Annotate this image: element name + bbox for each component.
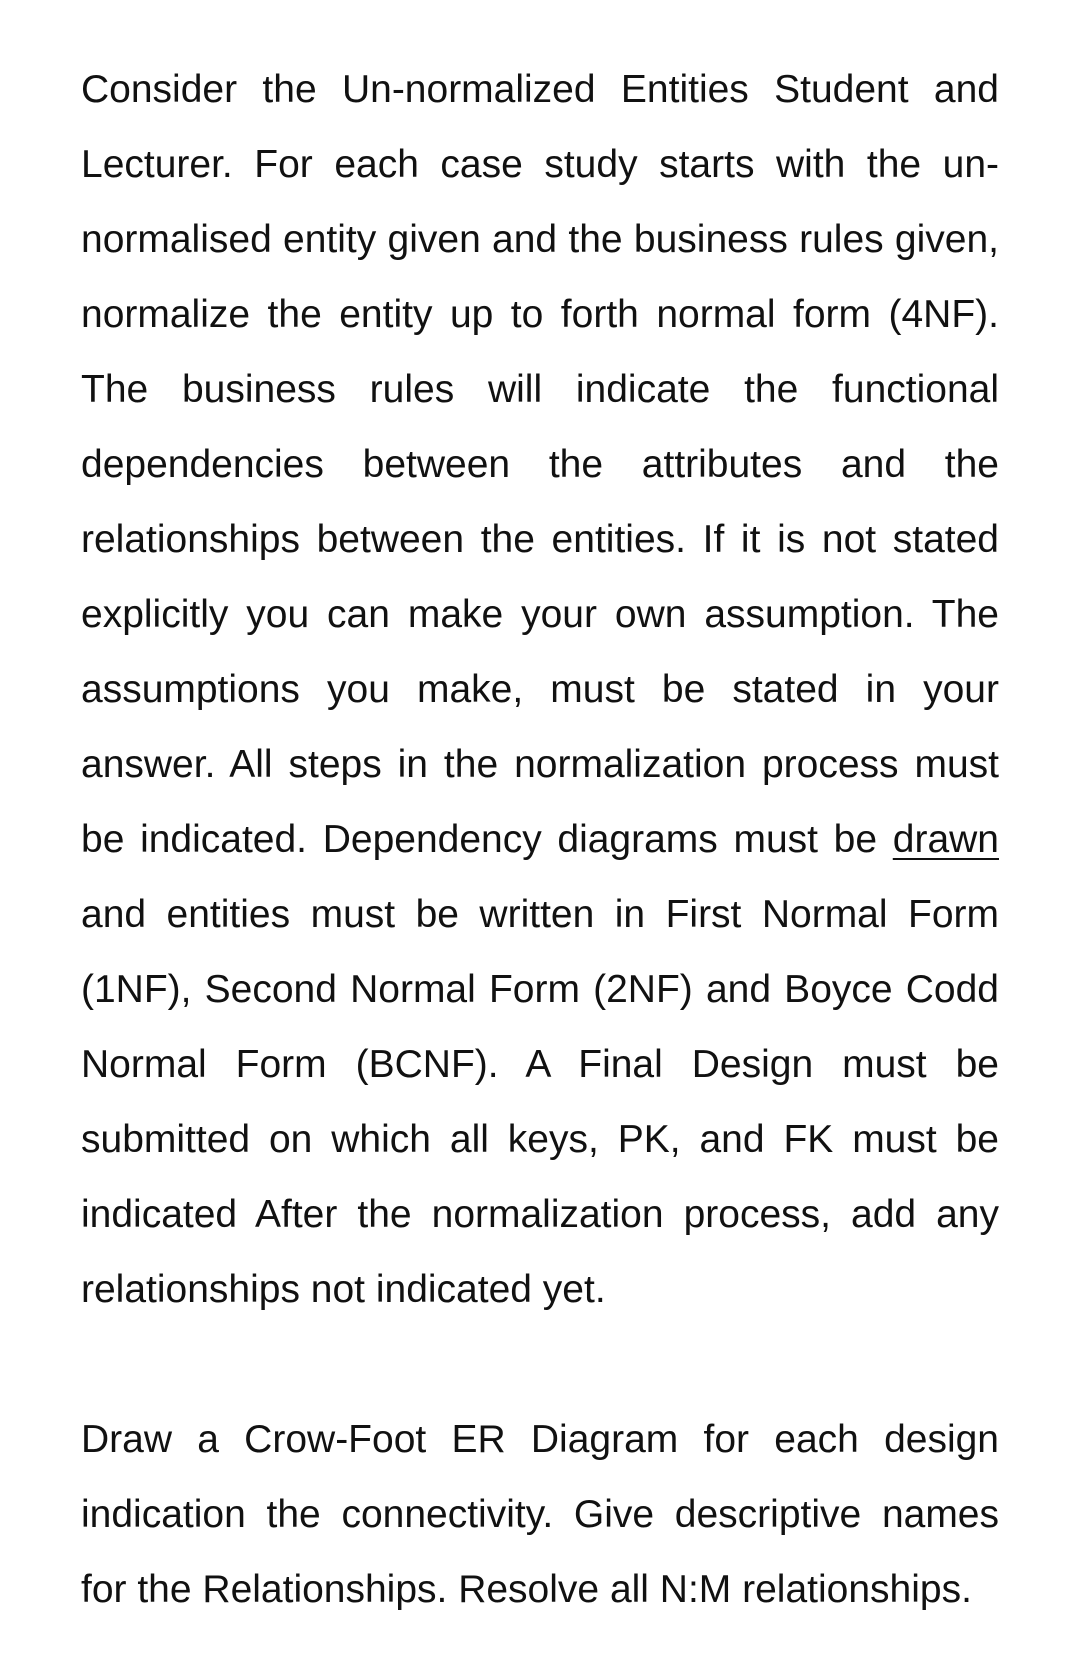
instructions-text-part2: and entities must be written in First Normal Form (1NF), Second Normal Form (2NF) and Boyce Codd Normal Form (BCNF). A Final Design must be submitted on which all keys, PK, and FK must be indicated After the normalization process, add any relationships not indicated yet. [81,893,999,1311]
erd-paragraph: Draw a Crow-Foot ER Diagram for each design indication the connectivity. Give descriptive names for the Relationships. Resolve all N:M relationships. [81,1418,999,1611]
instructions-text-part1: Consider the Un-normalized Entities Student and Lecturer. For each case study starts with the un-normalised entity given and the business rules given, normalize the entity up to forth normal form (4NF). The business rules will indicate the functional dependencies between the attributes and the relationships between the entities. If it is not stated explicitly you can make your own assumption. The assumptions you make, must be stated in your answer. All steps in the normalization process must be indicated. Dependency diagrams must be [81,68,999,861]
instructions-paragraph [81,52,999,1327]
document-body [81,52,999,1627]
underlined-word-drawn: drawn [892,818,999,861]
